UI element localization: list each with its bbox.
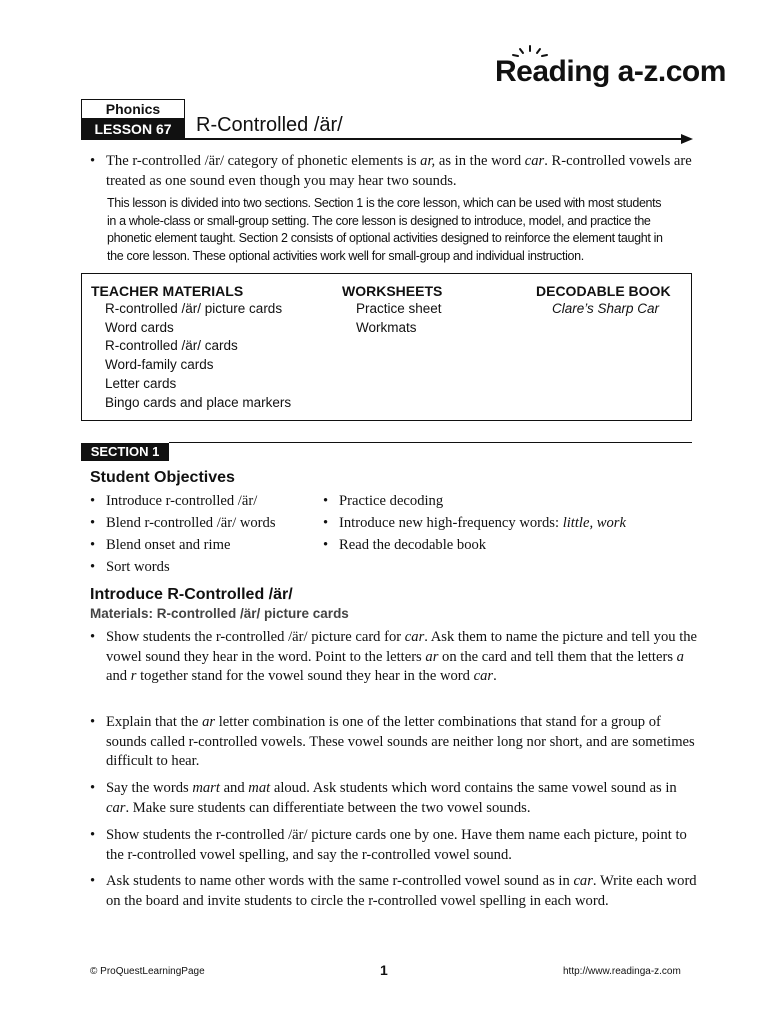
list-item: • Sort words [90,559,170,575]
instruction-bullet: • Show students the r-controlled /är/ picture card for car. Ask them to name the picture and tell you the vowel sound they hear in the word. Point to the letters ar on the card and tell them that the letters a and r together stand for the vowel sound they hear in the word car. [90,629,698,685]
page-number: 1 [380,962,388,978]
copyright-text: © ProQuestLearningPage [90,966,205,977]
list-item: Letter cards [105,375,177,391]
list-item: R-controlled /är/ picture cards [105,301,283,316]
instruction-bullet: • Ask students to name other words with the same r-controlled vowel sound as in car. Write each word on the board and invite students to circle the r-controlled vowel spelling in each word. [90,873,697,909]
introduce-heading: Introduce R-Controlled /är/ [90,586,293,603]
teacher-materials-column [91,283,291,412]
category-label: Phonics [81,99,185,119]
list-item: • Read the decodable book [323,537,487,553]
list-item: • Introduce new high-frequency words: little, work [323,515,626,531]
lesson-structure-note: This lesson is divided into two sections. Section 1 is the core lesson, which can be used with most students in a whole-class or small-group setting. The core lesson is designed to introduce, model, and practice the phonetic element taught. Section 2 consists of optional activities designed to reinforce the element taught in the core lesson. These optional activities work well for small-group and individual instruction. [107,196,663,263]
list-item: • Blend onset and rime [90,537,231,553]
list-item: Practice sheet [356,301,442,316]
list-item: • Introduce r-controlled /är/ [90,493,258,509]
materials-line: Materials: R-controlled /är/ picture cards [90,606,349,621]
intro-bullet [90,151,698,191]
lesson-title: R-Controlled /är/ [196,114,343,136]
list-item: • Blend r-controlled /är/ words [90,515,276,531]
worksheets-column [342,283,442,337]
objectives-right-list [323,490,703,556]
section-divider [169,442,692,443]
list-item: • Practice decoding [323,493,444,509]
decodable-book-heading: DECODABLE BOOK [536,283,671,299]
header-arrow-rule [185,132,695,144]
intro-text: The r-controlled /är/ category of phonetic elements is ar, as in the word car. R-controlled vowels are treated as one sound even though you may hear two sounds. [106,153,692,189]
teacher-materials-heading: TEACHER MATERIALS [91,283,244,299]
materials-box [81,273,692,421]
objectives-heading: Student Objectives [90,469,235,486]
objectives-left-list [90,490,320,578]
bullet-dot: • [90,153,96,169]
list-item: R-controlled /är/ cards [105,338,238,354]
decodable-book-title: Clare’s Sharp Car [552,301,660,316]
website-link[interactable]: http://www.readinga-z.com [563,966,681,977]
worksheets-heading: WORKSHEETS [342,283,443,299]
list-item: Bingo cards and place markers [105,394,292,410]
reading-az-logo[interactable]: Reading a-z.com [495,55,726,88]
section-badge: SECTION 1 [81,443,169,461]
instruction-bullet: • Explain that the ar letter combination is one of the letter combinations that stand for a group of sounds called r-controlled vowels. These vowel sounds are neither long nor short, and are sometimes difficult to hear. [90,714,695,770]
list-item: Word-family cards [105,357,214,373]
decodable-book-column [536,283,671,319]
list-item: Word cards [105,319,174,335]
list-item: Workmats [356,319,417,335]
instruction-bullet: • Say the words mart and mat aloud. Ask students which word contains the same vowel sound as in car. Make sure students can differentiate between the two vowel sounds. [90,780,677,816]
lesson-number: LESSON 67 [81,119,185,140]
instruction-bullet: • Show students the r-controlled /är/ picture cards one by one. Have them name each picture, point to the r-controlled vowel spelling, and say the r-controlled vowel sound. [90,827,687,863]
